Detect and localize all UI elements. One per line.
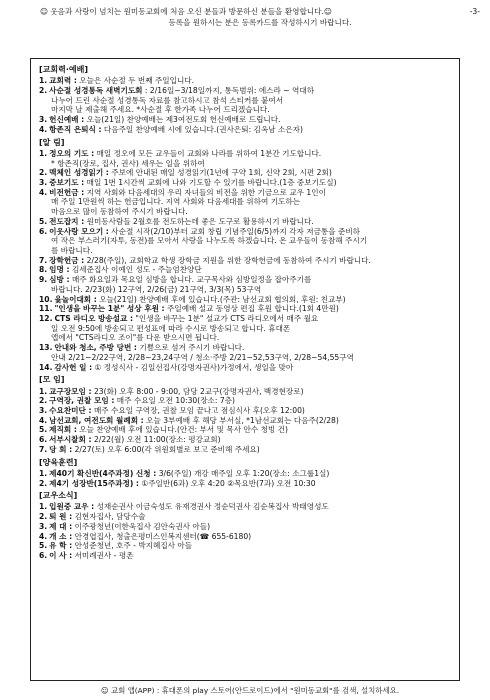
item-text: 오늘 3부예배 후 해당 부서실, *1남선교회는 다음주(2/28) [143, 415, 339, 425]
item-text: 오늘(21일) 찬양예배 후에 있습니다.(주관: 남선교회 협의회, 후원: 친교부) [96, 294, 346, 304]
list-item [39, 406, 451, 416]
item-body [49, 115, 451, 125]
app-install-footer: ☺ 교회 앱(APP) : 휴대폰의 play 스토어(안드로이드)에서 "원미동교회"를 검색, 설치하세요. [100, 686, 400, 695]
item-body [49, 469, 451, 479]
section [39, 65, 451, 135]
item-continuation: 바랍니다. 2/23(화) 12구역, 2/26(금) 21구역, 3/3(목) 53구역 [51, 284, 262, 294]
item-title: "인생을 바꾸는 1분" 성상 후원 : [54, 304, 165, 314]
item-text: 안경엽집사, 청출은평미스인복지센터(☎ 655-6180) [72, 531, 252, 541]
item-number: 1. [39, 468, 48, 478]
list-item [39, 76, 451, 86]
item-body [49, 76, 451, 86]
item-number: 3. [39, 177, 48, 187]
item-text: 매일 정오에 모든 교우들이 교회와 나라를 위하여 1분간 기도합니다. [94, 148, 322, 158]
item-text: ①주일반(6과) 오후 4:20 ②목요반(7과) 오전 10:30 [138, 478, 316, 488]
item-title: 비전헌금 : [49, 187, 85, 197]
item-text: : 2/16일~3/18일까지, 통독범위: 에스라 ~ 역대하 [142, 85, 315, 95]
welcome-line: ☺ 웃음과 사랑이 넘치는 원미동교회에 처음 오신 분들과 방문하신 분들을 환영합니다.☺ [40, 7, 332, 16]
item-number: 3. [39, 405, 48, 415]
item-number: 3. [39, 115, 48, 125]
item-body [54, 295, 451, 305]
item-text: 매주 화요일과 목요일 심방을 합니다. 교구목사와 심방일정을 잡아주기를 [69, 275, 312, 285]
section-title: [교회력·예배] [39, 65, 88, 74]
item-body [49, 256, 451, 266]
item-text: 매일 1번 1시간씩 교회에 나와 기도할 수 있기를 바랍니다.(1층 중보기도실) [84, 177, 337, 187]
list-item [39, 387, 451, 397]
item-text: 오늘 찬양예배 후에 있습니다.(안건: 부서 및 목사 안수 청빙 건) [76, 425, 288, 435]
item-continuation: 안내 2/21~2/22구역, 2/28~23,24구역 / 청소·주방 2/21~52,53구역, 2/28~54,55구역 [51, 352, 354, 362]
item-number: 11. [39, 304, 53, 314]
item-number: 10. [39, 294, 53, 304]
item-text: 2/27(토) 오후 6:00(각 위원회별로 보고 준비해 주세요) [72, 444, 260, 454]
item-title: 당 회 : [49, 444, 73, 454]
list-item [39, 227, 451, 237]
item-title: 제40기 확신반(4주과정) 신청 : [49, 468, 157, 478]
item-number: 8. [39, 265, 48, 275]
item-number: 2. [39, 396, 48, 406]
item-body [49, 86, 451, 96]
registration-line: 등록을 원하시는 분은 등록카드를 작성하시기 바랍니다. [168, 17, 352, 27]
item-title: 안내와 청소, 주방 당번 : [54, 343, 137, 353]
item-title: 임명 : [49, 265, 70, 275]
item-number: 2. [39, 168, 48, 178]
item-body [49, 406, 451, 416]
item-number: 4. [39, 415, 48, 425]
list-item [39, 256, 451, 266]
item-number: 7. [39, 255, 48, 265]
item-text: 3/6(주일) 개강 매주일 오후 1:20(장소: 소그룹1실) [156, 468, 330, 478]
item-continuation: 나누어 드린 사순절 성경통독 자료를 참고하시고 참석 스티커를 붙여서 [51, 95, 284, 105]
list-item [39, 343, 451, 353]
item-text: 주보에 안내된 매일 성경읽기(1년에 구약 1회, 신약 2회, 시편 2회) [108, 168, 332, 178]
list-item [39, 522, 451, 532]
item-body [54, 314, 451, 324]
item-body [49, 227, 451, 237]
item-text: 성재순권사 이금숙성도 유재경권사 정순덕권사 김순복집사 박태영성도 [94, 502, 329, 512]
item-number: 5. [39, 216, 48, 226]
list-item [39, 115, 451, 125]
list-item [39, 416, 451, 426]
item-text: 23(화) 오후 8:00 - 9:00, 담당 2교구(강명자권사, 백경현장로) [91, 386, 304, 396]
page-header [40, 7, 480, 27]
item-title: 항존직 은퇴식 : [49, 124, 102, 134]
item-text: ① 정성식사 - 김일선집사(강명자권사)가정에서, 생일을 맞아 [92, 362, 294, 372]
item-number: 1. [39, 76, 48, 86]
item-body [49, 188, 451, 198]
list-item [39, 469, 451, 479]
item-continuation: 일 오전 9:50에 방송되고 편성표에 따라 수시로 방송되고 합니다. 휴대폰 [51, 323, 291, 333]
list-item [39, 435, 451, 445]
section-title: [모 임] [39, 375, 65, 385]
item-body [49, 551, 451, 561]
list-item [39, 396, 451, 406]
list-item [39, 295, 451, 305]
item-number: 1. [39, 148, 48, 158]
item-body [49, 149, 451, 159]
item-number: 6. [39, 226, 48, 236]
item-text: 주일예배 설교 동영상 편집 후원 합니다.(1회 4만원) [164, 304, 339, 314]
item-body [49, 396, 451, 406]
section-title: [교우소식] [39, 491, 78, 501]
item-text: 김현자집사, 담당수술 [72, 512, 146, 522]
bulletin-box [30, 58, 460, 681]
section-title: [양육훈련] [39, 457, 78, 467]
item-text: 매주 수요일 구역장, 권찰 모임 끝나고 점심식사 후(오후 12:00) [91, 405, 305, 415]
item-body [54, 343, 451, 353]
section [39, 458, 451, 489]
item-title: 제 대 : [49, 521, 73, 531]
item-body [49, 522, 451, 532]
list-item [39, 532, 451, 542]
item-title: 사순절 성경통독 새벽기도회 [49, 85, 143, 95]
list-item [39, 304, 451, 314]
item-text: 서미례권사 - 평촌 [72, 551, 134, 561]
item-text: 2/28(주일), 교회학교 학생 장학금 지원을 위한 장학헌금에 동참하여 주시기 바랍니다. [84, 255, 371, 265]
item-title: CTS 라디오 방송설교 : [54, 314, 133, 323]
item-body [54, 304, 451, 314]
item-body [49, 445, 451, 455]
item-text: 안성준청년, 호주 - 박지혜집사 아들 [72, 541, 193, 551]
item-number: 13. [39, 343, 53, 353]
item-title: 남선교회, 여전도회 월례회 : [49, 415, 144, 425]
list-item [39, 541, 451, 551]
item-number: 2. [39, 512, 48, 522]
item-number: 6. [39, 435, 48, 445]
section [39, 491, 451, 561]
item-text: 지역 사회와 다음세대의 우리 자녀들의 비전을 위한 기금으로 교우 1인이 [84, 187, 326, 197]
item-body [49, 425, 451, 435]
item-title: 교구장모임 : [49, 386, 92, 396]
item-number: 4. [39, 124, 48, 134]
item-body [49, 168, 451, 178]
item-title: 교회력 : [49, 76, 77, 86]
list-item [39, 551, 451, 561]
list-item [39, 125, 451, 135]
item-title: 헌신예배 : [49, 115, 85, 125]
item-title: 전도잡지 : [49, 216, 85, 226]
list-item [39, 502, 451, 512]
item-title: 수요찬미단 : [49, 405, 92, 415]
item-continuation: 여 작은 부스러기(자투, 동전)를 모아서 사랑을 나누도록 하겠습니다. 온 교우들이 동참해 주시기 [51, 236, 368, 246]
list-item [39, 314, 451, 324]
list-item [39, 265, 451, 275]
item-body [49, 416, 451, 426]
item-body [49, 178, 451, 188]
item-title: 이 사 : [49, 551, 73, 561]
item-title: 장학헌금 : [49, 255, 85, 265]
item-continuation: 마음으로 많이 동참하여 주시기 바랍니다. [51, 207, 188, 217]
item-continuation: 매 주일 1만원씩 하는 헌금입니다. 지역 사회와 다음세대를 위하여 기도하는 [51, 197, 301, 207]
item-text: 김세준집사 이예인 성도 - 주늘엄찬양단 [69, 265, 202, 275]
item-title: 제4기 성장반(15주과정) : [49, 478, 139, 488]
item-number: 2. [39, 85, 48, 95]
item-title: 유 학 : [49, 541, 73, 551]
item-number: 1. [39, 386, 48, 396]
item-number: 14. [39, 362, 53, 372]
item-number: 7. [39, 444, 48, 454]
list-item [39, 178, 451, 188]
list-item [39, 363, 451, 373]
item-number: 4. [39, 187, 48, 197]
list-item [39, 479, 451, 489]
item-title: 정오의 기도 : [49, 148, 95, 158]
item-body [49, 217, 451, 227]
item-title: 서부시찰회 : [49, 435, 92, 445]
item-text: 오늘(21일) 찬양예배는 제3여전도회 헌신예배로 드립니다. [84, 115, 281, 125]
page-number: -3- [469, 7, 480, 16]
item-text: 기쁨으로 섬겨 주시기 바랍니다. [136, 343, 245, 353]
item-text: 오늘은 사순절 두 번째 주일입니다. [76, 76, 195, 86]
item-title: 퇴 원 : [49, 512, 73, 522]
item-number: 6. [39, 551, 48, 561]
section [39, 138, 451, 373]
section-title: [알 림] [39, 137, 65, 147]
section [39, 375, 451, 454]
item-text: "인생을 바꾸는 1분" 설교가 CTS 라디오에서 매주 월요 [133, 314, 319, 323]
item-title: 이웃사랑 모으기 : [49, 226, 109, 236]
list-item [39, 188, 451, 198]
item-title: 입원중 교우 : [49, 502, 95, 512]
item-body [49, 275, 451, 285]
list-item [39, 445, 451, 455]
list-item [39, 149, 451, 159]
item-title: 윷놀이대회 : [54, 294, 97, 304]
list-item [39, 425, 451, 435]
item-body [54, 363, 451, 373]
list-item [39, 275, 451, 285]
list-item [39, 86, 451, 96]
item-body [49, 541, 451, 551]
item-text: 이주광청년(이한욱집사 김안숙권사 아들) [72, 521, 211, 531]
item-text: 다음주일 찬양예배 시에 있습니다.(권사은퇴: 김옥남 소은자) [101, 124, 303, 134]
item-text: 매주 수요일 오전 10:30(장소: 7층) [114, 396, 235, 406]
item-number: 5. [39, 425, 48, 435]
item-continuation: 를 바랍니다. [51, 245, 93, 255]
item-body [49, 502, 451, 512]
item-body [49, 479, 451, 489]
item-number: 12. [39, 314, 53, 323]
item-title: 심방 : [49, 275, 70, 285]
item-number: 2. [39, 478, 48, 488]
item-number: 9. [39, 275, 48, 285]
item-text: 2/22(월) 오전 11:00(장소: 평강교회) [91, 435, 221, 445]
item-title: 맥체인 성경읽기 : [49, 168, 109, 178]
item-text: 원미동사람들 2월호를 전도하는데 좋은 도구로 활용하시기 바랍니다. [84, 216, 314, 226]
item-title: 감사헌 일 : [54, 362, 93, 372]
item-number: 1. [39, 502, 48, 512]
item-title: 개 소 : [49, 531, 73, 541]
item-body [49, 387, 451, 397]
item-body [49, 265, 451, 275]
item-continuation: 앱에서 "CTS라디오 조이"를 다운 받으시면 됩니다. [51, 333, 220, 343]
item-number: 3. [39, 521, 48, 531]
item-text: 사순절 시작(2/10)부터 교회 창립 기념주일(6/5)까지 각자 저금통을 준비하 [108, 226, 361, 236]
item-title: 중보기도 : [49, 177, 85, 187]
list-item [39, 512, 451, 522]
item-body [49, 532, 451, 542]
item-number: 4. [39, 531, 48, 541]
item-number: 5. [39, 541, 48, 551]
list-item [39, 217, 451, 227]
item-body [49, 435, 451, 445]
list-item [39, 168, 451, 178]
item-body [49, 512, 451, 522]
item-title: 구역장, 권찰 모임 : [49, 396, 115, 406]
item-continuation: * 항존직(장로, 집사, 권사) 세우는 일을 위하여 [51, 158, 205, 168]
item-continuation: 마지막 날 제출해 주세요. *사순절 후 한가족 나누어 드리겠습니다. [51, 105, 270, 115]
item-body [49, 125, 451, 135]
item-title: 제직회 : [49, 425, 77, 435]
